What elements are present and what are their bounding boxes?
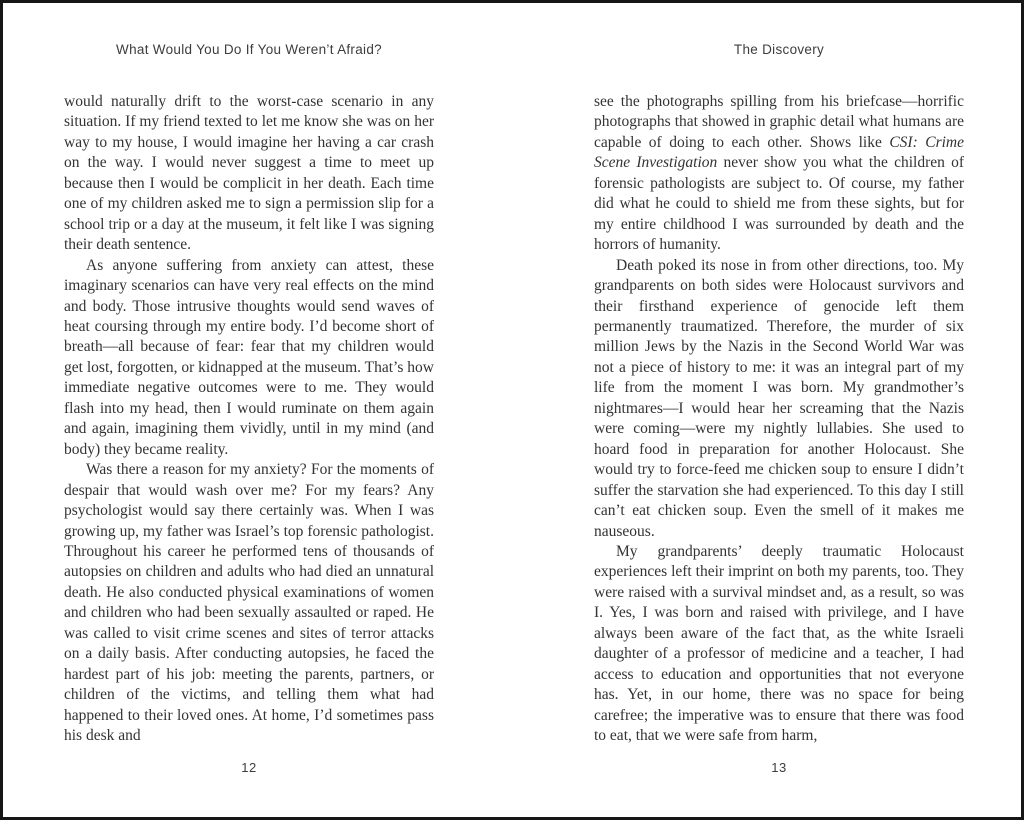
running-header-right: The Discovery: [733, 42, 825, 57]
italic-text: CSI: Crime Scene Investigation: [594, 133, 964, 172]
paragraph: [64, 256, 434, 461]
body-text-segment: would naturally drift to the worst-case scenario in any situation. If my friend texted to let me know she was on her way to my house, I would imagine her having a car crash on the way. I would never suggest a time to meet up because then I would be complicit in her death. Each time one of my children asked me to sign a permission slip for a school trip or a day at the museum, it felt like I was signing their death sentence.: [64, 93, 434, 254]
page-body-left: [64, 92, 434, 747]
body-text-segment: As anyone suffering from anxiety can attest, these imaginary scenarios can have very real effects on the mind and body. Those intrusive thoughts would send waves of heat coursing through my entire body. I’d become short of breath—all because of fear: fear that my children would get lost, forgotten, or kidnapped at the museum. That’s how immediate negative outcomes were to me. They would flash into my head, then I would ruminate on them again and again, imagining them vividly, until in my mind (and body) they became reality.: [64, 256, 434, 458]
page-number-left: 12: [241, 760, 257, 775]
body-text-segment: My grandparents’ deeply traumatic Holocaust experiences left their imprint on both my parents, too. They were raised with a survival mindset and, as a result, so was I. Yes, I was born and raised with privilege, and I have always been aware of the fact that, as the white Israeli daughter of a professor of medicine and a teacher, I had access to education and opportunities that not everyone has. Yet, in our home, there was no space for being carefree; the imperative was to ensure that there was food to eat, that we were safe from harm,: [594, 542, 964, 745]
running-header-left: What Would You Do If You Weren’t Afraid?: [116, 42, 382, 57]
paragraph: [64, 92, 434, 256]
paragraph: [594, 92, 964, 256]
paragraph: [594, 542, 964, 747]
body-text-segment: Death poked its nose in from other directions, too. My grandparents on both sides were Holocaust survivors and their firsthand experience of genocide left them permanently traumatized. Therefore, the murder of six million Jews by the Nazis in the Second World War was not a piece of history to me: it was an integral part of my life from the moment I was born. My grandmother’s nightmares—I would hear her screaming that the Nazis were coming—were my nightly lullabies. She used to hoard food in preparation for another Holocaust. She would try to force-feed me chicken soup to ensure I didn’t suffer the starvation she had experienced. To this day I still can’t eat chicken soup. Even the smell of it makes me nauseous.: [594, 256, 964, 540]
paragraph: [64, 460, 434, 746]
page-right: [594, 3, 964, 817]
paragraph: [594, 256, 964, 542]
body-text-segment: Was there a reason for my anxiety? For the moments of despair that would wash over me? For my fears? Any psychologist would say there certainly was. When I was growing up, my father was Israel’s top forensic pathologist. Throughout his career he performed tens of thousands of autopsies on children and adults who had died an unnatural death. He also conducted physical examinations of women and children who had been sexually assaulted or raped. He was called to visit crime scenes and sites of terror attacks on a daily basis. After conducting autopsies, he faced the hardest part of his job: meeting the parents, partners, or children of the victims, and telling them what had happened to their loved ones. At home, I’d sometimes pass his desk and: [64, 461, 434, 745]
page-body-right: [594, 92, 964, 747]
page-number-right: 13: [771, 760, 787, 775]
page-left: [64, 3, 434, 817]
body-text-segment: see the photographs spilling from his briefcase—horrific photographs that showed in graphic detail what humans are capable of doing to each other. Shows like: [594, 93, 964, 151]
body-text-segment: never show you what the children of forensic pathologists are subject to. Of course, my father did what he could to shield me from these sights, but for my entire childhood I was surrounded by death and the horrors of humanity.: [594, 154, 964, 254]
